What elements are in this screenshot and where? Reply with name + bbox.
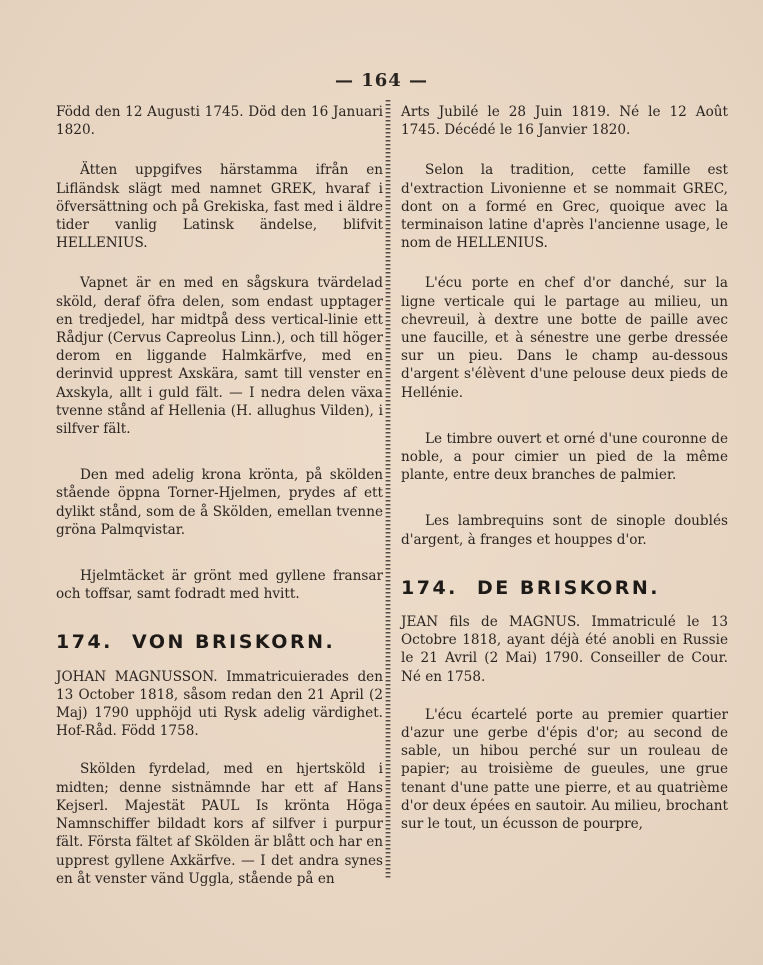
- right-family-heading: [401, 576, 728, 599]
- right-helmet-paragraph: Le timbre ouvert et orné d'une couronne de noble, a pour cimier un pied de la même plante, entre deux branches de palmier.: [401, 430, 728, 484]
- left-heading-number: 174.: [56, 631, 113, 654]
- left-person-paragraph: JOHAN MAGNUSSON. Immatricuierades den 13 October 1818, såsom redan den 21 April (2 Maj) 1790 upphöjd uti Rysk adelig värdighet. Hof-Råd. Född 1758.: [56, 668, 383, 740]
- swedish-column: [56, 103, 383, 888]
- right-arms-paragraph: L'écu porte en chef d'or danché, sur la ligne verticale qui le partage au milieu, un chevreuil, à dextre une botte de paille avec une faucille, et à sénestre une gerbe dressée sur un pieu. Dans le champ au-dessous d'argent s'élèvent d'une pelouse deux pieds de Hellénie.: [401, 275, 728, 401]
- left-dates: Född den 12 Augusti 1745. Död den 16 Januari 1820.: [56, 104, 383, 139]
- page-number: — 164 —: [334, 70, 429, 91]
- left-origin-paragraph: Ätten uppgifves härstamma ifrån en Lifländsk slägt med namnet GREK, hvaraf i öfversättning och på Grekiska, fast med i äldre tider vanlig Latinsk ändelse, blifvit HELLENIUS.: [56, 162, 383, 252]
- right-mantling-paragraph: Les lambrequins sont de sinople doublés d'argent, à franges et houppes d'or.: [401, 513, 728, 548]
- left-arms-paragraph: Vapnet är en med en sågskura tvärdelad sköld, deraf öfra delen, som endast upptager en tredjedel, har midtpå dess vertical-linie ett Rådjur (Cervus Capreolus Linn.), och till höger derom en liggande Halmkärfve, med en derinvid upprest Axskära, samt till venster en Axskyla, allt i guld fält. — I nedra delen växa tvenne stånd af Hellenia (H. allughus Vilden), i silfver fält.: [56, 275, 383, 438]
- french-column: [401, 103, 728, 833]
- left-mantling-paragraph: Hjelmtäcket är grönt med gyllene fransar och toffsar, samt fodradt med hvitt.: [56, 568, 383, 603]
- left-shield-paragraph: Skölden fyrdelad, med en hjertsköld i midten; denne sistnämnde har ett af Hans Kejserl. Majestät PAUL Is krönta Höga Namnschiffer bildadt kors af silfver i purpur fält. Första fältet af Skölden är blått och har en upprest gyllene Axkärfve. — I det andra synes en åt venster vänd Uggla, stående på en: [56, 761, 383, 887]
- right-person-paragraph: JEAN fils de MAGNUS. Immatriculé le 13 Octobre 1818, ayant déjà été anobli en Russie le 21 Avril (2 Mai) 1790. Conseiller de Cour. Né en 1758.: [401, 614, 728, 685]
- right-dates: Arts Jubilé le 28 Juin 1819. Né le 12 Août 1745. Décédé le 16 Janvier 1820.: [401, 104, 728, 139]
- right-heading-number: 174.: [401, 576, 458, 599]
- left-helmet-paragraph: Den med adelig krona krönta, på skölden stående öppna Torner-Hjelmen, prydes af ett dylikt stånd, som de å Skölden, emellan tvenne gröna Palmqvistar.: [56, 467, 383, 538]
- left-heading-title: VON BRISKORN.: [132, 631, 336, 654]
- right-origin-paragraph: Selon la tradition, cette famille est d'extraction Livonienne et se nommait GREC, dont on a formé en Grec, quoique avec la terminaison latine d'après l'ancienne usage, le nom de HELLENIUS.: [401, 162, 728, 252]
- column-divider: [384, 100, 392, 880]
- right-shield-paragraph: L'écu écartelé porte au premier quartier d'azur une gerbe d'épis d'or; au second de sable, un hibou perché sur un rouleau de papier; au troisième de gueules, une grue tenant d'une patte une pierre, et au quatrième d'or deux épées en sautoir. Au milieu, brochant sur le tout, un écusson de pourpre,: [401, 706, 728, 833]
- left-family-heading: [56, 631, 383, 654]
- right-heading-title: DE BRISKORN.: [477, 576, 661, 599]
